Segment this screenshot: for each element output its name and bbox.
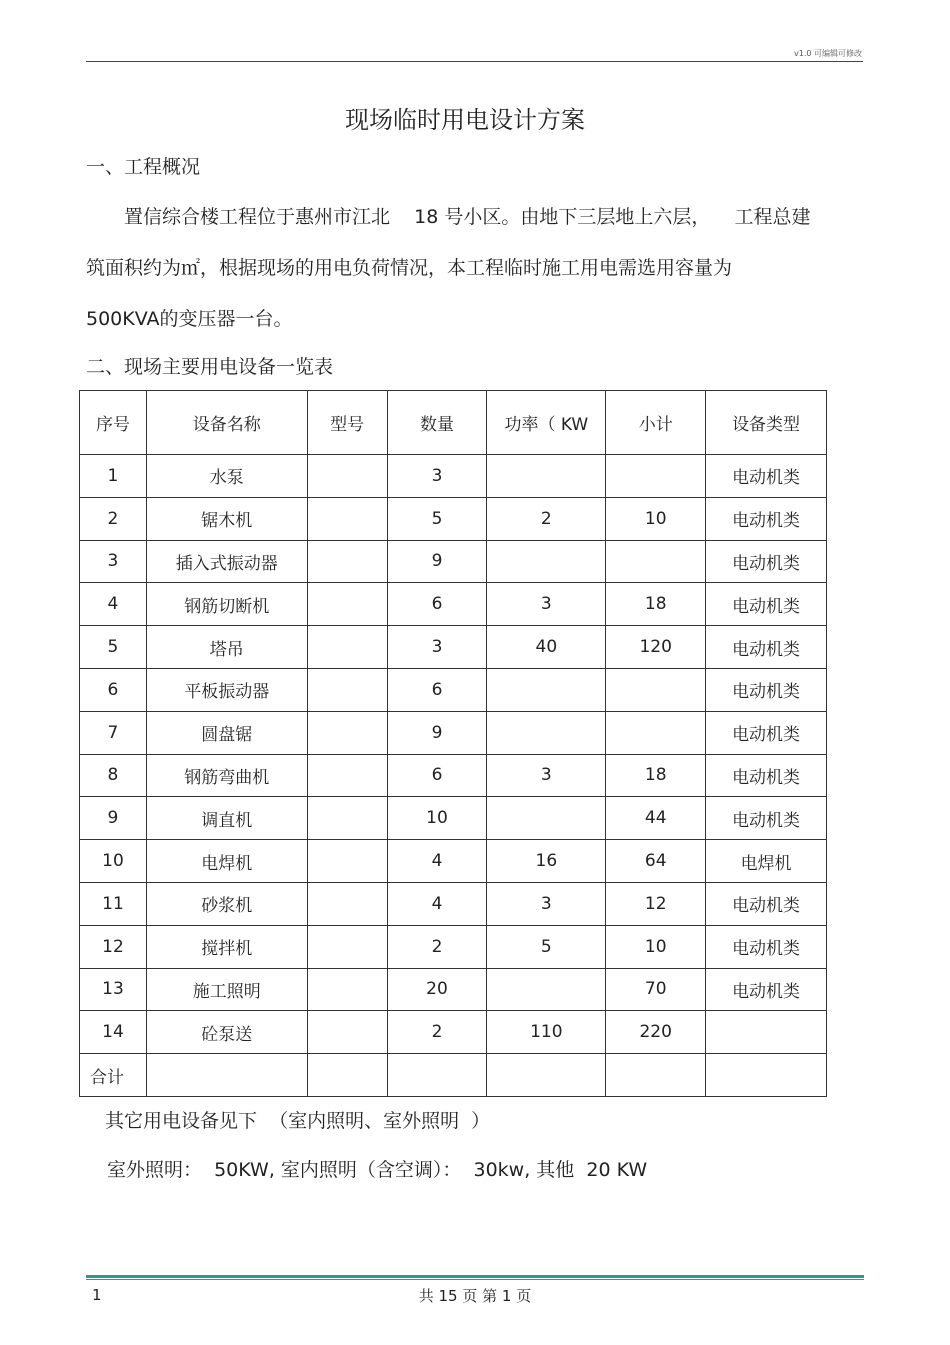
- table-cell: [706, 1054, 827, 1097]
- table-cell: [487, 455, 606, 498]
- table-cell: 3: [387, 455, 487, 498]
- table-cell: [606, 1054, 706, 1097]
- table-cell: 1: [80, 455, 147, 498]
- table-cell: 合计: [80, 1054, 147, 1097]
- table-cell: 18: [606, 754, 706, 797]
- table-cell: [307, 968, 387, 1011]
- table-cell: 120: [606, 626, 706, 669]
- table-cell: [487, 968, 606, 1011]
- table-cell: 3: [80, 540, 147, 583]
- table-cell: 5: [487, 925, 606, 968]
- table-cell: 电动机类: [706, 668, 827, 711]
- table-cell: 3: [487, 754, 606, 797]
- section-heading-equipment: 二、现场主要用电设备一览表: [86, 356, 334, 378]
- table-row: [80, 1054, 827, 1097]
- table-cell: [606, 540, 706, 583]
- table-cell: [387, 1054, 487, 1097]
- table-cell: 13: [80, 968, 147, 1011]
- table-row: [80, 968, 827, 1011]
- table-cell: [487, 797, 606, 840]
- table-cell: [307, 455, 387, 498]
- table-cell: 电动机类: [706, 711, 827, 754]
- table-cell: 砂浆机: [146, 882, 307, 925]
- table-cell: 电动机类: [706, 797, 827, 840]
- table-cell: 12: [606, 882, 706, 925]
- table-row: [80, 455, 827, 498]
- table-cell: [307, 668, 387, 711]
- table-cell: 电动机类: [706, 626, 827, 669]
- table-cell: 6: [387, 583, 487, 626]
- table-cell: 电动机类: [706, 540, 827, 583]
- table-cell: [307, 583, 387, 626]
- table-cell: 平板振动器: [146, 668, 307, 711]
- table-row: [80, 711, 827, 754]
- table-cell: 水泵: [146, 455, 307, 498]
- table-cell: 220: [606, 1011, 706, 1054]
- table-cell: 9: [387, 540, 487, 583]
- table-cell: 7: [80, 711, 147, 754]
- table-cell: 施工照明: [146, 968, 307, 1011]
- table-cell: 调直机: [146, 797, 307, 840]
- table-cell: [307, 497, 387, 540]
- table-cell: [606, 668, 706, 711]
- table-cell: 12: [80, 925, 147, 968]
- table-cell: 40: [487, 626, 606, 669]
- header-rule: [86, 61, 863, 62]
- table-cell: [487, 711, 606, 754]
- table-cell: 3: [487, 583, 606, 626]
- table-cell: 10: [606, 925, 706, 968]
- table-cell: 14: [80, 1011, 147, 1054]
- table-cell: 3: [387, 626, 487, 669]
- lighting-load-note: 室外照明： 50KW, 室内照明（含空调）： 30kw, 其他 20 KW: [107, 1159, 648, 1181]
- table-cell: [606, 711, 706, 754]
- table-cell: 电动机类: [706, 968, 827, 1011]
- table-cell: 电焊机: [706, 840, 827, 883]
- table-header-cell: 小计: [606, 391, 706, 455]
- table-cell: 圆盘锯: [146, 711, 307, 754]
- table-row: [80, 840, 827, 883]
- table-row: [80, 540, 827, 583]
- table-cell: 10: [80, 840, 147, 883]
- table-cell: 10: [387, 797, 487, 840]
- table-cell: 4: [387, 882, 487, 925]
- table-cell: [487, 1054, 606, 1097]
- table-cell: 6: [80, 668, 147, 711]
- table-cell: 4: [387, 840, 487, 883]
- footer-rule-thin: [86, 1279, 864, 1280]
- table-cell: [606, 455, 706, 498]
- table-cell: [307, 1011, 387, 1054]
- table-cell: [307, 540, 387, 583]
- table-cell: [307, 711, 387, 754]
- page-title: 现场临时用电设计方案: [345, 106, 585, 134]
- table-cell: 电动机类: [706, 925, 827, 968]
- table-header-row: [80, 391, 827, 455]
- table-cell: 电动机类: [706, 455, 827, 498]
- table-cell: 9: [80, 797, 147, 840]
- header-version: v1.0 可编辑可修改: [794, 49, 862, 58]
- table-row: [80, 1011, 827, 1054]
- table-cell: 11: [80, 882, 147, 925]
- overview-paragraph-line-2: 筑面积约为㎡，根据现场的用电负荷情况，本工程临时施工用电需选用容量为: [86, 257, 733, 279]
- table-cell: 搅拌机: [146, 925, 307, 968]
- table-cell: [307, 797, 387, 840]
- table-row: [80, 882, 827, 925]
- footer-page-info: 共 15 页 第 1 页: [418, 1287, 532, 1305]
- table-cell: 20: [387, 968, 487, 1011]
- table-header-cell: 数量: [387, 391, 487, 455]
- footer-page-number: 1: [92, 1286, 102, 1304]
- table-cell: 2: [487, 497, 606, 540]
- section-heading-overview: 一、工程概况: [86, 156, 201, 178]
- table-cell: 70: [606, 968, 706, 1011]
- table-cell: 电动机类: [706, 583, 827, 626]
- table-cell: 9: [387, 711, 487, 754]
- table-cell: 电动机类: [706, 497, 827, 540]
- table-cell: 44: [606, 797, 706, 840]
- table-cell: 2: [80, 497, 147, 540]
- table-cell: 110: [487, 1011, 606, 1054]
- table-header-cell: 设备类型: [706, 391, 827, 455]
- table-cell: 钢筋弯曲机: [146, 754, 307, 797]
- equipment-table: [79, 390, 827, 1097]
- overview-paragraph-line-3: 500KVA的变压器一台。: [86, 308, 293, 330]
- table-cell: 10: [606, 497, 706, 540]
- table-cell: [307, 626, 387, 669]
- table-cell: 64: [606, 840, 706, 883]
- table-cell: 2: [387, 925, 487, 968]
- table-cell: 6: [387, 754, 487, 797]
- table-cell: 5: [80, 626, 147, 669]
- table-cell: [307, 840, 387, 883]
- table-cell: 18: [606, 583, 706, 626]
- table-cell: 6: [387, 668, 487, 711]
- table-cell: [146, 1054, 307, 1097]
- other-equipment-note: 其它用电设备见下 （室内照明、室外照明 ）: [105, 1110, 491, 1132]
- table-cell: [307, 754, 387, 797]
- footer-rule: [86, 1275, 864, 1278]
- table-row: [80, 797, 827, 840]
- table-cell: 2: [387, 1011, 487, 1054]
- table-cell: [307, 882, 387, 925]
- table-cell: [487, 668, 606, 711]
- table-row: [80, 925, 827, 968]
- table-cell: 电动机类: [706, 882, 827, 925]
- table-row: [80, 497, 827, 540]
- table-header-cell: 序号: [80, 391, 147, 455]
- table-cell: 8: [80, 754, 147, 797]
- table-row: [80, 668, 827, 711]
- table-header-cell: 型号: [307, 391, 387, 455]
- table-cell: 电动机类: [706, 754, 827, 797]
- table-cell: 锯木机: [146, 497, 307, 540]
- table-cell: 4: [80, 583, 147, 626]
- table-row: [80, 626, 827, 669]
- table-header-cell: 设备名称: [146, 391, 307, 455]
- overview-paragraph-line-1: 置信综合楼工程位于惠州市江北 18 号小区。由地下三层地上六层， 工程总建: [124, 206, 811, 228]
- table-cell: 塔吊: [146, 626, 307, 669]
- table-cell: 电焊机: [146, 840, 307, 883]
- table-cell: 砼泵送: [146, 1011, 307, 1054]
- table-cell: 5: [387, 497, 487, 540]
- table-row: [80, 754, 827, 797]
- table-row: [80, 583, 827, 626]
- table-cell: [307, 1054, 387, 1097]
- table-cell: [487, 540, 606, 583]
- table-cell: 钢筋切断机: [146, 583, 307, 626]
- table-cell: [706, 1011, 827, 1054]
- table-cell: [307, 925, 387, 968]
- table-cell: 插入式振动器: [146, 540, 307, 583]
- table-cell: 16: [487, 840, 606, 883]
- table-cell: 3: [487, 882, 606, 925]
- table-header-cell: 功率（ KW: [487, 391, 606, 455]
